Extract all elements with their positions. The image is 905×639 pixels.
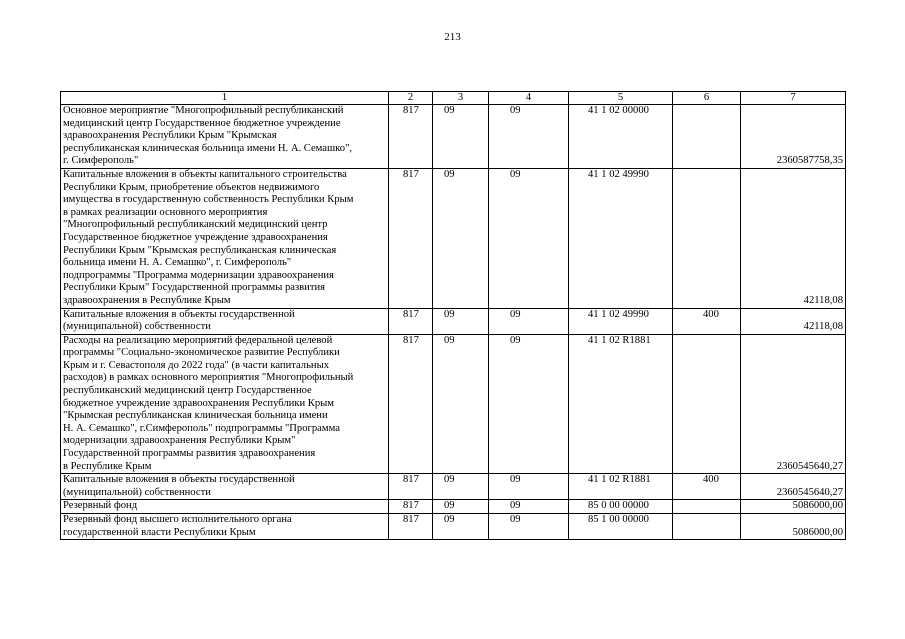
- row-pr: 09: [489, 500, 569, 514]
- row-cs: 41 1 02 R1881: [569, 334, 673, 474]
- row-amount: 42118,08: [741, 168, 846, 308]
- row-pr: 09: [489, 514, 569, 540]
- row-vr: 400: [673, 474, 741, 500]
- row-cs: 85 1 00 00000: [569, 514, 673, 540]
- row-amount: 2360587758,35: [741, 105, 846, 169]
- row-gr: 817: [389, 105, 433, 169]
- row-cs: 41 1 02 R1881: [569, 474, 673, 500]
- row-rz: 09: [433, 105, 489, 169]
- header-col-5: 5: [569, 92, 673, 105]
- row-rz: 09: [433, 168, 489, 308]
- row-vr: [673, 514, 741, 540]
- row-amount: 2360545640,27: [741, 334, 846, 474]
- row-cs: 41 1 02 49990: [569, 168, 673, 308]
- header-col-7: 7: [741, 92, 846, 105]
- row-amount: 42118,08: [741, 308, 846, 334]
- table-row: [61, 168, 846, 308]
- row-rz: 09: [433, 514, 489, 540]
- table-row: [61, 514, 846, 540]
- row-amount: 5086000,00: [741, 514, 846, 540]
- row-pr: 09: [489, 474, 569, 500]
- row-cs: 41 1 02 00000: [569, 105, 673, 169]
- header-row: [61, 92, 846, 105]
- row-name: Капитальные вложения в объекты государственной (муниципальной) собственности: [61, 308, 389, 334]
- row-name: Основное мероприятие "Многопрофильный республиканский медицинский центр Государственное бюджетное учреждение здравоохранения Республики Крым "Крымская республиканская клиническая больница имени Н. А. Семашко", г. Симферополь": [61, 105, 389, 169]
- row-name: Расходы на реализацию мероприятий федеральной целевой программы "Социально-экономическое развитие Республики Крым и г. Севастополя до 2022 года" (в части капитальных расходов) в рамках основного мероприятия "Многопрофильный республиканский медицинский центр Государственное бюджетное учреждение здравоохранения Республики Крым "Крымская республиканская клиническая больница имени Н. А. Семашко", г.Симферополь" подпрограммы "Программа модернизации здравоохранения Республики Крым" Государственной программы развития здравоохранения в Республике Крым: [61, 334, 389, 474]
- header-col-3: 3: [433, 92, 489, 105]
- row-pr: 09: [489, 308, 569, 334]
- table-row: [61, 105, 846, 169]
- row-rz: 09: [433, 474, 489, 500]
- header-col-4: 4: [489, 92, 569, 105]
- table-row: [61, 334, 846, 474]
- row-amount: 2360545640,27: [741, 474, 846, 500]
- row-vr: 400: [673, 308, 741, 334]
- header-col-2: 2: [389, 92, 433, 105]
- row-name: Капитальные вложения в объекты капитального строительства Республики Крым, приобретение объектов недвижимого имущества в государственную собственность Республики Крым в рамках реализации основного мероприятия "Многопрофильный республиканский медицинский центр Государственное бюджетное учреждение здравоохранения Республики Крым "Крымская республиканская клиническая больница имени Н. А. Семашко", г. Симферополь" подпрограммы "Программа модернизации здравоохранения Республики Крым" Государственной программы развития здравоохранения в Республике Крым: [61, 168, 389, 308]
- budget-table: [60, 91, 846, 540]
- row-rz: 09: [433, 500, 489, 514]
- row-pr: 09: [489, 168, 569, 308]
- row-gr: 817: [389, 334, 433, 474]
- table-row: [61, 474, 846, 500]
- row-gr: 817: [389, 514, 433, 540]
- row-gr: 817: [389, 474, 433, 500]
- row-vr: [673, 500, 741, 514]
- row-rz: 09: [433, 334, 489, 474]
- row-cs: 41 1 02 49990: [569, 308, 673, 334]
- row-name: Резервный фонд высшего исполнительного органа государственной власти Республики Крым: [61, 514, 389, 540]
- row-vr: [673, 168, 741, 308]
- row-gr: 817: [389, 168, 433, 308]
- row-gr: 817: [389, 308, 433, 334]
- row-amount: 5086000,00: [741, 500, 846, 514]
- row-cs: 85 0 00 00000: [569, 500, 673, 514]
- row-vr: [673, 334, 741, 474]
- page-number: 213: [444, 31, 461, 43]
- row-pr: 09: [489, 105, 569, 169]
- table-row: [61, 500, 846, 514]
- row-name: Капитальные вложения в объекты государственной (муниципальной) собственности: [61, 474, 389, 500]
- row-rz: 09: [433, 308, 489, 334]
- header-col-1: 1: [61, 92, 389, 105]
- table-row: [61, 308, 846, 334]
- row-name: Резервный фонд: [61, 500, 389, 514]
- header-col-6: 6: [673, 92, 741, 105]
- row-vr: [673, 105, 741, 169]
- row-gr: 817: [389, 500, 433, 514]
- row-pr: 09: [489, 334, 569, 474]
